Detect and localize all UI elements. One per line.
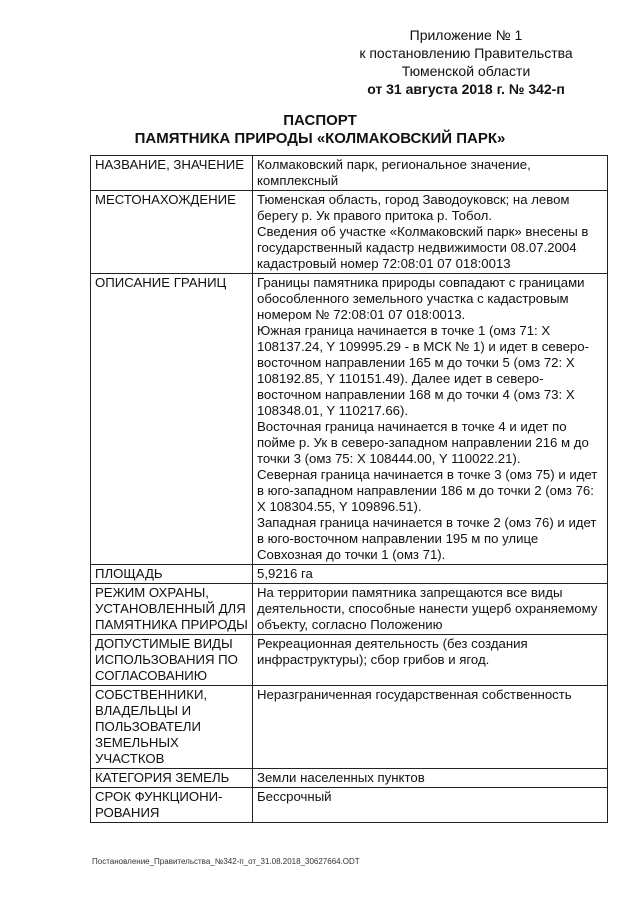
row-value (253, 769, 608, 788)
table-row (91, 686, 608, 769)
annex-date: от 31 августа 2018 г. № 342-п (367, 81, 565, 97)
title-line-1: ПАСПОРТ (283, 112, 357, 129)
annex-region: Тюменской области (401, 63, 531, 79)
table-row (91, 769, 608, 788)
table-row (91, 156, 608, 191)
value-paragraph: Сведения об участке «Колмаковский парк» внесены в государственный кадастр недвижимости 08.07.2004 кадастровый номер 72:08:01 07 018:0013 (257, 224, 589, 271)
row-value (253, 191, 608, 274)
value-paragraph: Земли населенных пунктов (257, 770, 425, 785)
value-paragraph: Колмаковский парк, региональное значение, комплексный (257, 157, 531, 188)
annex-ref: к постановлению Правительства (359, 45, 573, 61)
row-label: МЕСТОНАХОЖДЕНИЕ (91, 191, 253, 274)
title-line-2: ПАМЯТНИКА ПРИРОДЫ «КОЛМАКОВСКИЙ ПАРК» (134, 130, 506, 147)
row-label: ДОПУСТИМЫЕ ВИДЫ ИСПОЛЬЗОВАНИЯ ПО СОГЛАСОВАНИЮ (91, 635, 253, 686)
value-paragraph: Южная граница начинается в точке 1 (омз 71: X 108137.24, Y 109995.29 - в МСК № 1) и идет в северо-восточном направлении 165 м до точки 5 (омз 72: X 108192.85, Y 110151.49). Далее идет в северо-восточном направлении 168 м до точки 4 (омз 73: X 108348.01, Y 110217.66). (257, 323, 589, 418)
annex-number: Приложение № 1 (409, 27, 523, 43)
row-value (253, 274, 608, 565)
table-row (91, 584, 608, 635)
row-label: КАТЕГОРИЯ ЗЕМЕЛЬ (91, 769, 253, 788)
row-value (253, 788, 608, 823)
value-paragraph: 5,9216 га (257, 566, 313, 581)
passport-table (90, 155, 608, 823)
table-row (91, 274, 608, 565)
value-paragraph: Рекреационная деятельность (без создания инфраструктуры); сбор грибов и ягод. (257, 636, 528, 667)
row-label: ПЛОЩАДЬ (91, 565, 253, 584)
row-value (253, 635, 608, 686)
table-row (91, 565, 608, 584)
row-value (253, 686, 608, 769)
table-row (91, 788, 608, 823)
row-label: НАЗВАНИЕ, ЗНАЧЕНИЕ (91, 156, 253, 191)
table-row (91, 635, 608, 686)
row-label: РЕЖИМ ОХРАНЫ, УСТАНОВЛЕННЫЙ ДЛЯ ПАМЯТНИКА ПРИРОДЫ (91, 584, 253, 635)
row-value (253, 584, 608, 635)
row-label: СОБСТВЕННИКИ, ВЛАДЕЛЬЦЫ И ПОЛЬЗОВАТЕЛИ ЗЕМЕЛЬНЫХ УЧАСТКОВ (91, 686, 253, 769)
footer-filename: Постановление_Правительства_№342-п_от_31.08.2018_30627664.ODT (92, 857, 360, 866)
value-paragraph: На территории памятника запрещаются все виды деятельности, способные нанести ущерб охраняемому объекту, согласно Положению (257, 585, 598, 632)
annex-header (336, 26, 596, 98)
value-paragraph: Тюменская область, город Заводоуковск; на левом берегу р. Ук правого притока р. Тобол. (257, 192, 570, 223)
value-paragraph: Границы памятника природы совпадают с границами обособленного земельного участка с кадастровым номером № 72:08:01 07 018:0013. (257, 275, 585, 322)
row-value (253, 565, 608, 584)
value-paragraph: Неразграниченная государственная собственность (257, 687, 572, 702)
value-paragraph: Восточная граница начинается в точке 4 и идет по пойме р. Ук в северо-западном направлении 216 м до точки 3 (омз 75: X 108444.00, Y 110022.21). (257, 419, 589, 466)
table-row (91, 191, 608, 274)
row-label: СРОК ФУНКЦИОНИ-РОВАНИЯ (91, 788, 253, 823)
value-paragraph: Западная граница начинается в точке 2 (омз 76) и идет в юго-восточном направлении 195 м по улице Совхозная до точки 1 (омз 71). (257, 515, 597, 562)
row-label: ОПИСАНИЕ ГРАНИЦ (91, 274, 253, 565)
value-paragraph: Северная граница начинается в точке 3 (омз 75) и идет в юго-западном направлении 186 м до точки 2 (омз 76: X 108304.55, Y 109896.51). (257, 467, 598, 514)
page-title (0, 112, 640, 148)
row-value (253, 156, 608, 191)
value-paragraph: Бессрочный (257, 789, 332, 804)
